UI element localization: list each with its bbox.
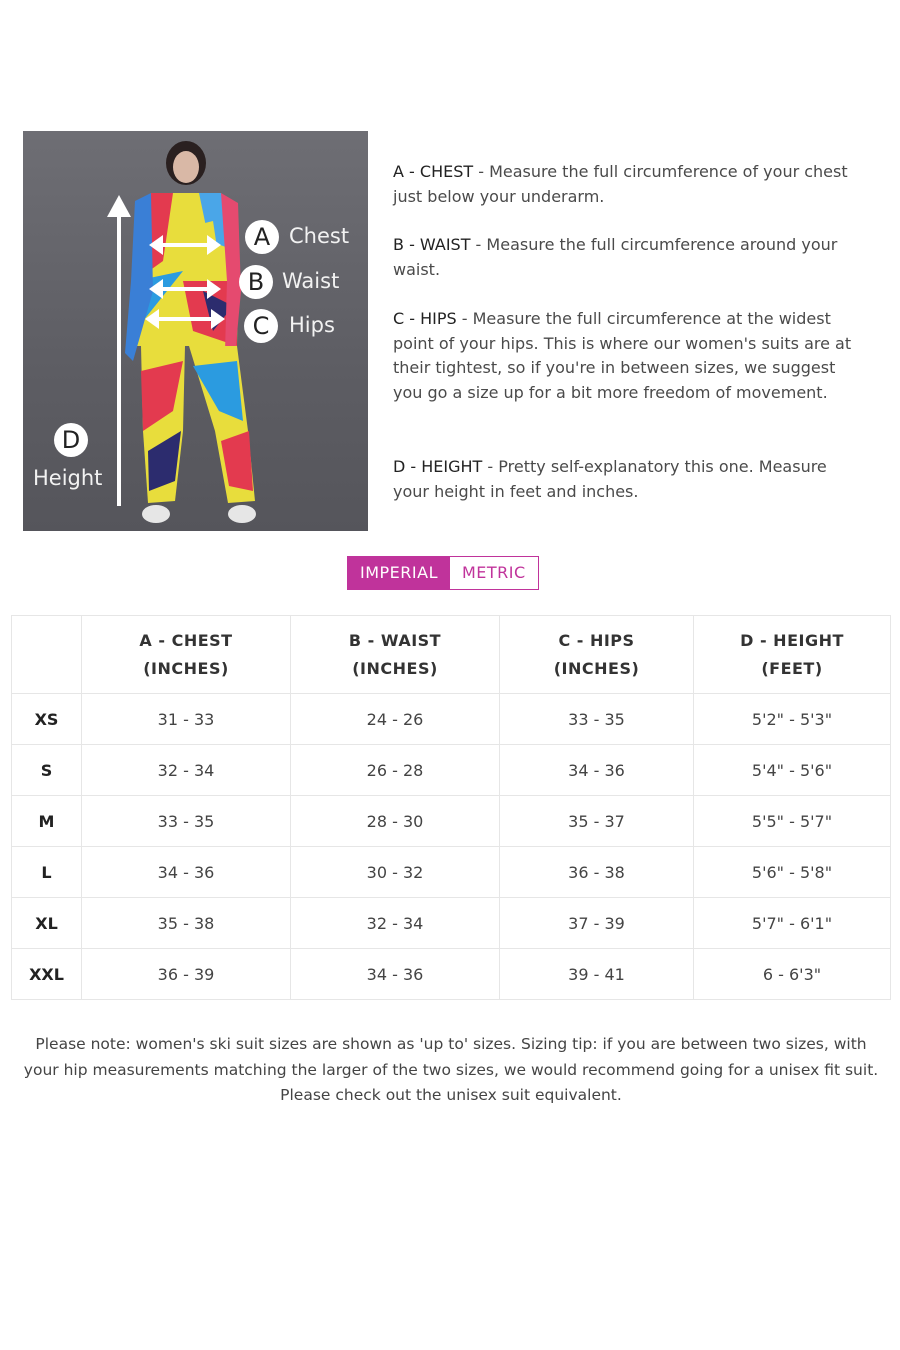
hips-cell: 36 - 38	[500, 847, 694, 898]
header-height-line1: D - HEIGHT	[740, 630, 844, 650]
desc-hips-term: C - HIPS	[393, 309, 457, 328]
header-hips	[500, 616, 694, 694]
header-hips-line1: C - HIPS	[558, 630, 635, 650]
desc-height	[393, 455, 863, 504]
hips-letter-badge: C	[244, 309, 278, 343]
hips-cell: 39 - 41	[500, 949, 694, 1000]
chest-cell: 31 - 33	[82, 694, 291, 745]
sizing-note: Please note: women's ski suit sizes are shown as 'up to' sizes. Sizing tip: if you are between two sizes, with your hip measurements matching the larger of the two sizes, we would recommend going for a unisex fit suit. Please check out the unisex suit equivalent.	[23, 1035, 879, 1104]
model-photo	[23, 131, 368, 531]
table-row	[12, 847, 891, 898]
desc-hips	[393, 307, 863, 405]
hips-cell: 34 - 36	[500, 745, 694, 796]
waist-letter-badge: B	[239, 265, 273, 299]
chest-cell: 35 - 38	[82, 898, 291, 949]
table-row	[12, 694, 891, 745]
unit-toggle	[347, 556, 539, 590]
chest-cell: 34 - 36	[82, 847, 291, 898]
size-cell: XS	[12, 694, 82, 745]
waist-cell: 32 - 34	[291, 898, 500, 949]
waist-cell: 34 - 36	[291, 949, 500, 1000]
desc-chest-term: A - CHEST	[393, 162, 474, 181]
header-chest-line2: (INCHES)	[143, 658, 229, 678]
height-cell: 5'6" - 5'8"	[694, 847, 891, 898]
header-waist-line2: (INCHES)	[352, 658, 438, 678]
waist-cell: 28 - 30	[291, 796, 500, 847]
desc-waist	[393, 233, 863, 282]
desc-hips-text: - Measure the full circumference at the widest point of your hips. This is where our women's suits are at their tightest, so if you're in between sizes, we suggest you go a size up for a bit more freedom of movement.	[393, 309, 852, 402]
hips-cell: 33 - 35	[500, 694, 694, 745]
size-chart-table	[11, 615, 891, 1000]
desc-chest-text: - Measure the full circumference of your chest just below your underarm.	[393, 162, 848, 206]
height-cell: 5'5" - 5'7"	[694, 796, 891, 847]
header-chest-line1: A - CHEST	[139, 630, 233, 650]
hips-cell: 37 - 39	[500, 898, 694, 949]
chest-cell: 36 - 39	[82, 949, 291, 1000]
desc-height-text: - Pretty self-explanatory this one. Measure your height in feet and inches.	[393, 457, 827, 501]
table-row	[12, 949, 891, 1000]
header-waist-line1: B - WAIST	[348, 630, 442, 650]
header-size	[12, 616, 82, 694]
waist-cell: 24 - 26	[291, 694, 500, 745]
chest-cell: 33 - 35	[82, 796, 291, 847]
header-waist	[291, 616, 500, 694]
height-cell: 6 - 6'3"	[694, 949, 891, 1000]
desc-chest	[393, 160, 863, 209]
waist-cell: 30 - 32	[291, 847, 500, 898]
waist-label: Waist	[282, 269, 340, 293]
table-row	[12, 796, 891, 847]
hips-cell: 35 - 37	[500, 796, 694, 847]
size-cell: XXL	[12, 949, 82, 1000]
desc-height-term: D - HEIGHT	[393, 457, 483, 476]
chest-letter-badge: A	[245, 220, 279, 254]
metric-button[interactable]: METRIC	[450, 557, 538, 589]
size-cell: M	[12, 796, 82, 847]
size-cell: L	[12, 847, 82, 898]
header-chest	[82, 616, 291, 694]
chest-label: Chest	[289, 224, 350, 248]
height-label: Height	[33, 466, 103, 490]
header-height-line2: (FEET)	[761, 658, 823, 678]
imperial-button[interactable]: IMPERIAL	[348, 557, 450, 589]
header-hips-line2: (INCHES)	[553, 658, 640, 678]
desc-waist-text: - Measure the full circumference around your waist.	[393, 235, 838, 279]
header-height	[694, 616, 891, 694]
table-row	[12, 745, 891, 796]
waist-cell: 26 - 28	[291, 745, 500, 796]
height-letter-badge: D	[54, 423, 88, 457]
table-header-row	[12, 616, 891, 694]
chest-cell: 32 - 34	[82, 745, 291, 796]
hips-label: Hips	[289, 313, 335, 337]
table-row	[12, 898, 891, 949]
height-cell: 5'2" - 5'3"	[694, 694, 891, 745]
desc-waist-term: B - WAIST	[393, 235, 471, 254]
size-cell: S	[12, 745, 82, 796]
height-cell: 5'4" - 5'6"	[694, 745, 891, 796]
height-cell: 5'7" - 6'1"	[694, 898, 891, 949]
size-cell: XL	[12, 898, 82, 949]
